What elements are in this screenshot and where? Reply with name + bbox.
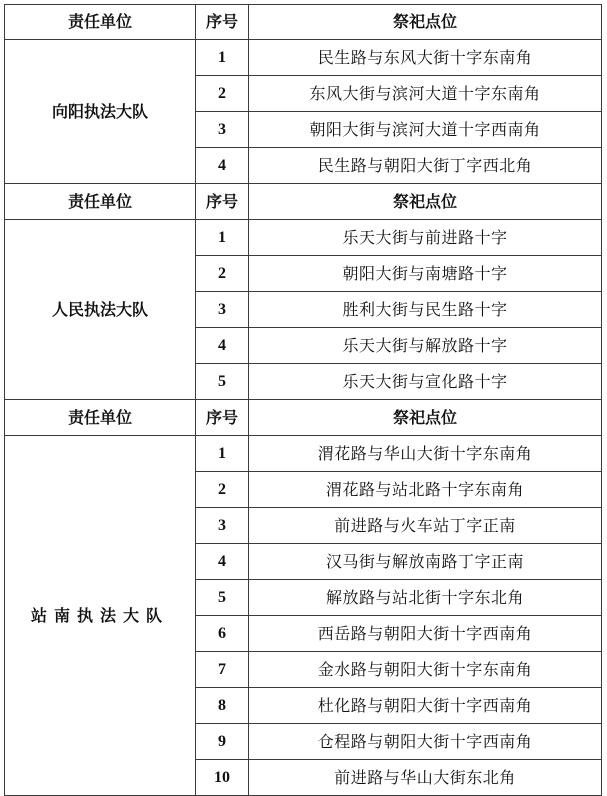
location-cell: 朝阳大街与滨河大道十字西南角 [249, 112, 602, 148]
location-cell: 渭花路与站北路十字东南角 [249, 472, 602, 508]
location-cell: 东风大街与滨河大道十字东南角 [249, 76, 602, 112]
seq-cell: 4 [196, 148, 249, 184]
header-location: 祭祀点位 [249, 400, 602, 436]
seq-cell: 9 [196, 724, 249, 760]
location-cell: 乐天大街与解放路十字 [249, 328, 602, 364]
location-cell: 渭花路与华山大街十字东南角 [249, 436, 602, 472]
seq-cell: 3 [196, 112, 249, 148]
location-cell: 汉马街与解放南路丁字正南 [249, 544, 602, 580]
seq-cell: 1 [196, 40, 249, 76]
header-seq: 序号 [196, 184, 249, 220]
unit-cell: 向阳执法大队 [5, 40, 196, 184]
seq-cell: 4 [196, 328, 249, 364]
header-row [5, 400, 602, 436]
header-seq: 序号 [196, 400, 249, 436]
seq-cell: 6 [196, 616, 249, 652]
location-cell: 民生路与朝阳大街丁字西北角 [249, 148, 602, 184]
seq-cell: 3 [196, 508, 249, 544]
header-unit: 责任单位 [5, 5, 196, 40]
seq-cell: 2 [196, 256, 249, 292]
location-cell: 杜化路与朝阳大街十字西南角 [249, 688, 602, 724]
table-row [5, 436, 602, 472]
table-row [5, 40, 602, 76]
location-cell: 仓程路与朝阳大街十字西南角 [249, 724, 602, 760]
location-cell: 金水路与朝阳大街十字东南角 [249, 652, 602, 688]
seq-cell: 10 [196, 760, 249, 796]
location-cell: 乐天大街与宣化路十字 [249, 364, 602, 400]
seq-cell: 2 [196, 76, 249, 112]
seq-cell: 5 [196, 580, 249, 616]
location-cell: 解放路与站北街十字东北角 [249, 580, 602, 616]
unit-cell: 站南执法大队 [5, 436, 196, 796]
location-cell: 前进路与华山大街东北角 [249, 760, 602, 796]
header-location: 祭祀点位 [249, 5, 602, 40]
header-row [5, 184, 602, 220]
header-row [5, 5, 602, 40]
header-unit: 责任单位 [5, 184, 196, 220]
seq-cell: 2 [196, 472, 249, 508]
seq-cell: 7 [196, 652, 249, 688]
seq-cell: 3 [196, 292, 249, 328]
location-cell: 民生路与东风大街十字东南角 [249, 40, 602, 76]
unit-cell: 人民执法大队 [5, 220, 196, 400]
header-seq: 序号 [196, 5, 249, 40]
sacrifice-locations-table [4, 4, 602, 796]
seq-cell: 8 [196, 688, 249, 724]
seq-cell: 4 [196, 544, 249, 580]
location-cell: 胜利大街与民生路十字 [249, 292, 602, 328]
seq-cell: 1 [196, 220, 249, 256]
seq-cell: 1 [196, 436, 249, 472]
location-cell: 西岳路与朝阳大街十字西南角 [249, 616, 602, 652]
seq-cell: 5 [196, 364, 249, 400]
location-cell: 乐天大街与前进路十字 [249, 220, 602, 256]
header-location: 祭祀点位 [249, 184, 602, 220]
header-unit: 责任单位 [5, 400, 196, 436]
location-cell: 前进路与火车站丁字正南 [249, 508, 602, 544]
table-row [5, 220, 602, 256]
location-cell: 朝阳大街与南塘路十字 [249, 256, 602, 292]
